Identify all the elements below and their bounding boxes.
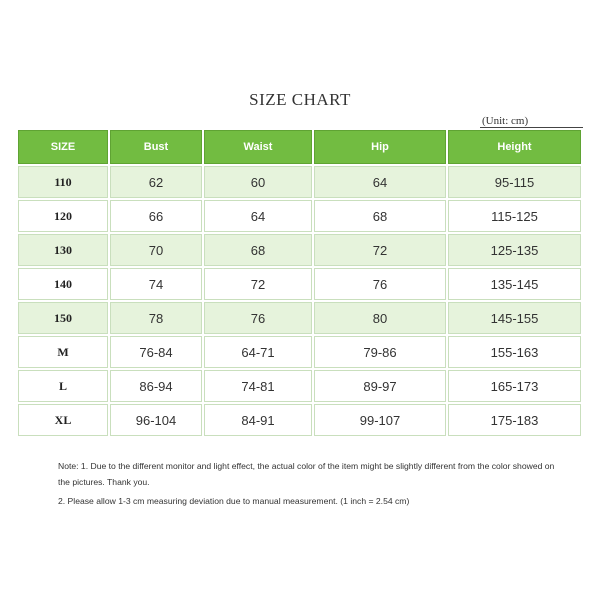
height-cell: 175-183	[448, 404, 581, 436]
bust-cell: 78	[110, 302, 202, 334]
bust-cell: 62	[110, 166, 202, 198]
hip-cell: 68	[314, 200, 446, 232]
waist-cell: 84-91	[204, 404, 312, 436]
height-cell: 165-173	[448, 370, 581, 402]
bust-cell: 70	[110, 234, 202, 266]
height-cell: 135-145	[448, 268, 581, 300]
height-cell: 125-135	[448, 234, 581, 266]
table-row	[18, 200, 581, 232]
table-row	[18, 234, 581, 266]
waist-cell: 64	[204, 200, 312, 232]
bust-cell: 66	[110, 200, 202, 232]
table-row	[18, 370, 581, 402]
page-title: SIZE CHART	[249, 90, 351, 109]
waist-cell: 74-81	[204, 370, 312, 402]
hip-cell: 72	[314, 234, 446, 266]
bust-cell: 76-84	[110, 336, 202, 368]
waist-cell: 64-71	[204, 336, 312, 368]
waist-cell: 72	[204, 268, 312, 300]
table-header-row	[18, 130, 581, 164]
height-cell: 95-115	[448, 166, 581, 198]
note-color-disclaimer: Note: 1. Due to the different monitor and light effect, the actual color of the item might be slightly different from the color showed on the pictures. Thank you.	[58, 461, 555, 487]
notes-section	[58, 458, 558, 509]
height-cell: 145-155	[448, 302, 581, 334]
header-height: Height	[448, 130, 581, 164]
size-cell: L	[18, 370, 108, 402]
hip-cell: 89-97	[314, 370, 446, 402]
size-cell: 140	[18, 268, 108, 300]
waist-cell: 76	[204, 302, 312, 334]
header-hip: Hip	[314, 130, 446, 164]
table-row	[18, 336, 581, 368]
unit-label: (Unit: cm)	[482, 115, 529, 127]
header-size: SIZE	[18, 130, 108, 164]
size-cell: 120	[18, 200, 108, 232]
size-cell: XL	[18, 404, 108, 436]
height-cell: 115-125	[448, 200, 581, 232]
header-waist: Waist	[204, 130, 312, 164]
waist-cell: 60	[204, 166, 312, 198]
hip-cell: 76	[314, 268, 446, 300]
bust-cell: 74	[110, 268, 202, 300]
waist-cell: 68	[204, 234, 312, 266]
table-row	[18, 302, 581, 334]
note-measurement-deviation: 2. Please allow 1-3 cm measuring deviation due to manual measurement. (1 inch = 2.54 cm)	[58, 496, 410, 506]
header-bust: Bust	[110, 130, 202, 164]
size-cell: 150	[18, 302, 108, 334]
hip-cell: 79-86	[314, 336, 446, 368]
bust-cell: 86-94	[110, 370, 202, 402]
bust-cell: 96-104	[110, 404, 202, 436]
size-chart-table	[16, 128, 583, 438]
table-row	[18, 404, 581, 436]
size-cell: 130	[18, 234, 108, 266]
hip-cell: 99-107	[314, 404, 446, 436]
table-row	[18, 268, 581, 300]
table-row	[18, 166, 581, 198]
hip-cell: 64	[314, 166, 446, 198]
size-cell: M	[18, 336, 108, 368]
height-cell: 155-163	[448, 336, 581, 368]
size-cell: 110	[18, 166, 108, 198]
hip-cell: 80	[314, 302, 446, 334]
